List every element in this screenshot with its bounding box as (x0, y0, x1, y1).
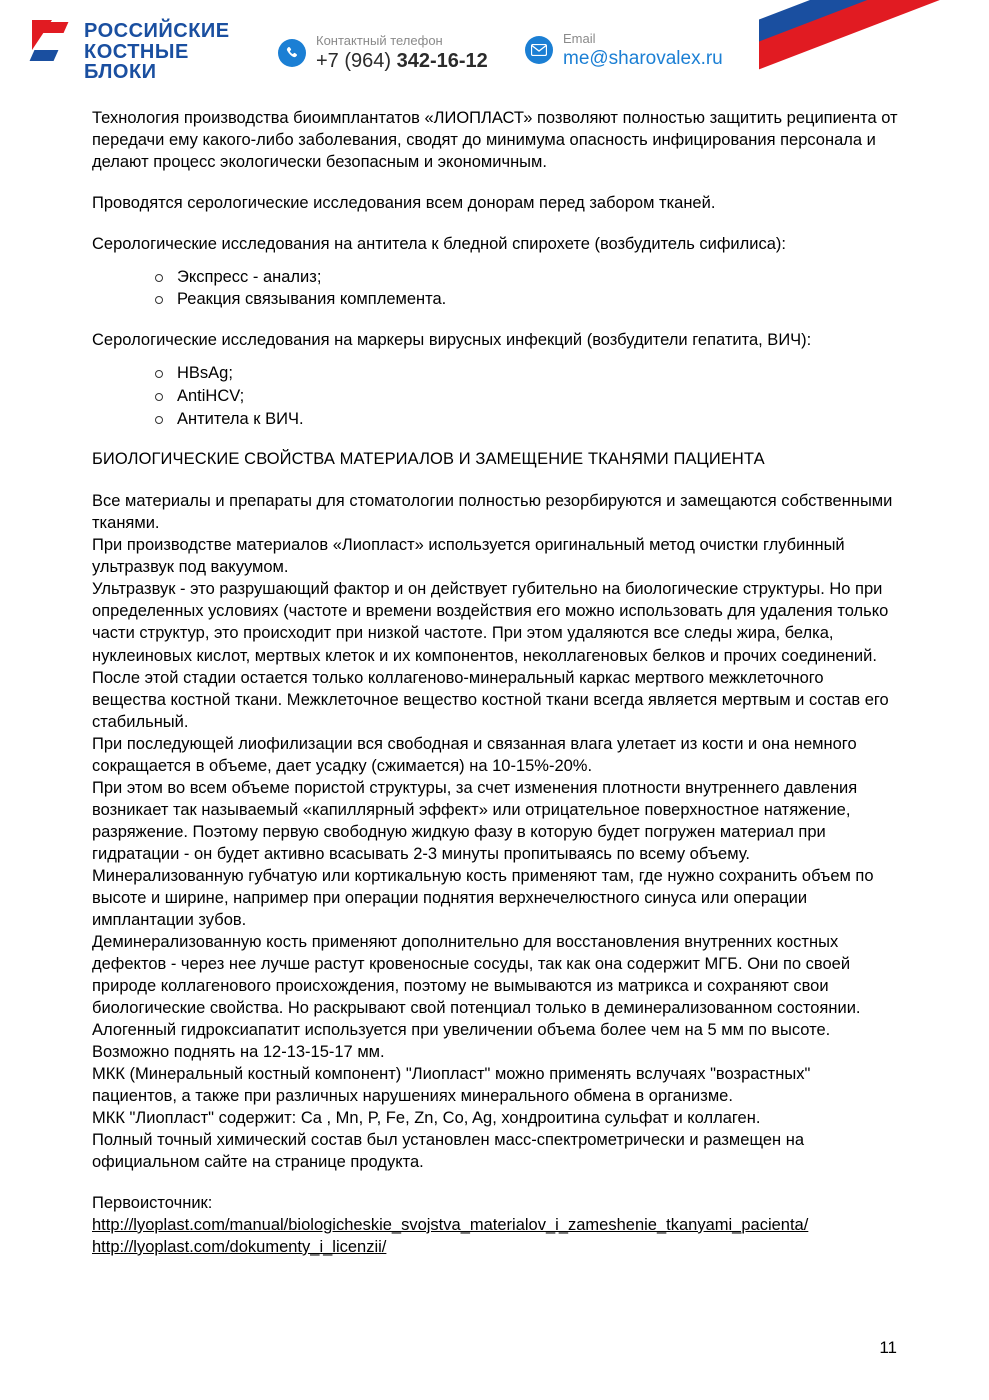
company-logo (28, 20, 230, 83)
paragraph: При последующей лиофилизации вся свободная и связанная влага улетает из кости и она немного сокращается в объеме, дает усадку (сжимается) на 10-15%-20%. (92, 734, 857, 775)
paragraph: Ультразвук - это разрушающий фактор и он действует губительно на биологические структуры. Но при определенных условиях (частоте и времени воздействия его можно использовать для удаления только части структур, это происходит при низкой частоте. При этом удаляются все следы жира, белка, нуклеиновых кислот, мертвых клеток и их компонентов, неколлагеновых белков и прочих соединений. (92, 580, 889, 665)
heading-viral: Серологические исследования на маркеры вирусных инфекций (возбудители гепатита, ВИЧ): (92, 331, 812, 350)
paragraph: Все материалы и препараты для стоматологии полностью резорбируются и замещаются собственными тканями. (92, 492, 893, 533)
list-syphilis (92, 266, 898, 312)
paragraph: МКК "Лиопласт" содержит: Ca , Mn, P, Fe, Zn, Co, Ag, хондроитина сульфат и коллаген. (92, 1108, 761, 1127)
section-title: БИОЛОГИЧЕСКИЕ СВОЙСТВА МАТЕРИАЛОВ И ЗАМЕЩЕНИЕ ТКАНЯМИ ПАЦИЕНТА (92, 450, 765, 469)
paragraph: После этой стадии остается только коллагеново-минеральный каркас мертвого межклеточного вещества костной ткани. Межклеточное вещество костной ткани всегда является мертвым и состав его стабильный. (92, 668, 889, 731)
paragraph-intro: Технология производства биоимплантатов «ЛИОПЛАСТ» позволяют полностью защитить реципиента от передачи ему какого-либо заболевания, сводят до минимума опасность инфицирования персонала и делают процесс экологически безопасным и экономичным. (92, 109, 898, 171)
phone-label: Контактный телефон (316, 33, 443, 48)
email-label: Email (563, 31, 596, 46)
source-label: Первоисточник: (92, 1193, 213, 1212)
envelope-icon (525, 36, 553, 64)
contact-phone (278, 32, 488, 73)
logo-mark-icon (28, 20, 76, 72)
phone-prefix: +7 (964) (316, 50, 397, 73)
page-header (0, 0, 989, 95)
contact-email (525, 30, 723, 70)
phone-number: 342-16-12 (396, 50, 488, 73)
logo-line-1: РОССИЙСКИЕ (84, 20, 230, 42)
heading-syphilis: Серологические исследования на антитела к бледной спирохете (возбудитель сифилиса): (92, 234, 786, 253)
main-text-block (92, 490, 898, 1172)
list-item: Экспресс - анализ; (177, 266, 898, 289)
source-block (92, 1192, 898, 1258)
paragraph: Минерализованную губчатую или кортикальную кость применяют там, где нужно сохранить объем по высоте и ширине, например при операции поднятия верхнечелюстного синуса или операции имплантации зубов. (92, 866, 874, 929)
logo-line-2: КОСТНЫЕ (84, 40, 189, 63)
list-item: Реакция связывания комплемента. (177, 288, 898, 311)
list-item: Антитела к ВИЧ. (177, 408, 898, 431)
source-link[interactable]: http://lyoplast.com/manual/biologicheskie_svojstva_materialov_i_zameshenie_tkanyami_pacienta/ (92, 1215, 809, 1234)
paragraph: МКК (Минеральный костный компонент) "Лиопласт" можно применять вслучаях "возрастных" пациентов, а также при различных нарушениях минерального обмена в организме. (92, 1064, 811, 1105)
email-address[interactable]: me@sharovalex.ru (563, 48, 723, 70)
flag-ribbon-decoration (759, 0, 989, 78)
page-number: 11 (879, 1338, 897, 1357)
paragraph: При производстве материалов «Лиопласт» используется оригинальный метод очистки глубинный ультразвук под вакуумом. (92, 536, 845, 577)
paragraph: Полный точный химический состав был установлен масс-спектрометрически и размещен на официальном сайте на странице продукта. (92, 1130, 804, 1171)
logo-line-3: БЛОКИ (84, 61, 157, 84)
paragraph: Алогенный гидроксиапатит используется при увеличении объема более чем на 5 мм по высоте. Возможно поднять на 12-13-15-17 мм. (92, 1020, 831, 1061)
paragraph-serology-note: Проводятся серологические исследования всем донорам перед забором тканей. (92, 193, 716, 212)
list-viral (92, 362, 898, 430)
phone-icon (278, 39, 306, 67)
list-item: AntiHCV; (177, 385, 898, 408)
paragraph: Деминерализованную кость применяют дополнительно для восстановления внутренних костных дефектов - через нее лучше растут кровеносные сосуды, так как она содержит МГБ. Они по своей природе коллагенового происхождения, поэтому не вымываются из матрикса и сохраняют свои биологические свойства. Но раскрывают свой потенциал только в деминерализованном состоянии. (92, 932, 861, 1017)
paragraph: При этом во всем объеме пористой структуры, за счет изменения плотности внутреннего давления возникает так называемый «капиллярный эффект» или отрицательное поверхностное натяжение, разряжение. Поэтому первую свободную жидкую фазу в которую будет погружен материал при гидратации - он будет активно всасывать 2-3 минуты пропитываясь по всему объему. (92, 778, 858, 863)
list-item: HBsAg; (177, 362, 898, 385)
source-link[interactable]: http://lyoplast.com/dokumenty_i_licenzii/ (92, 1237, 387, 1256)
document-body (92, 108, 898, 1258)
